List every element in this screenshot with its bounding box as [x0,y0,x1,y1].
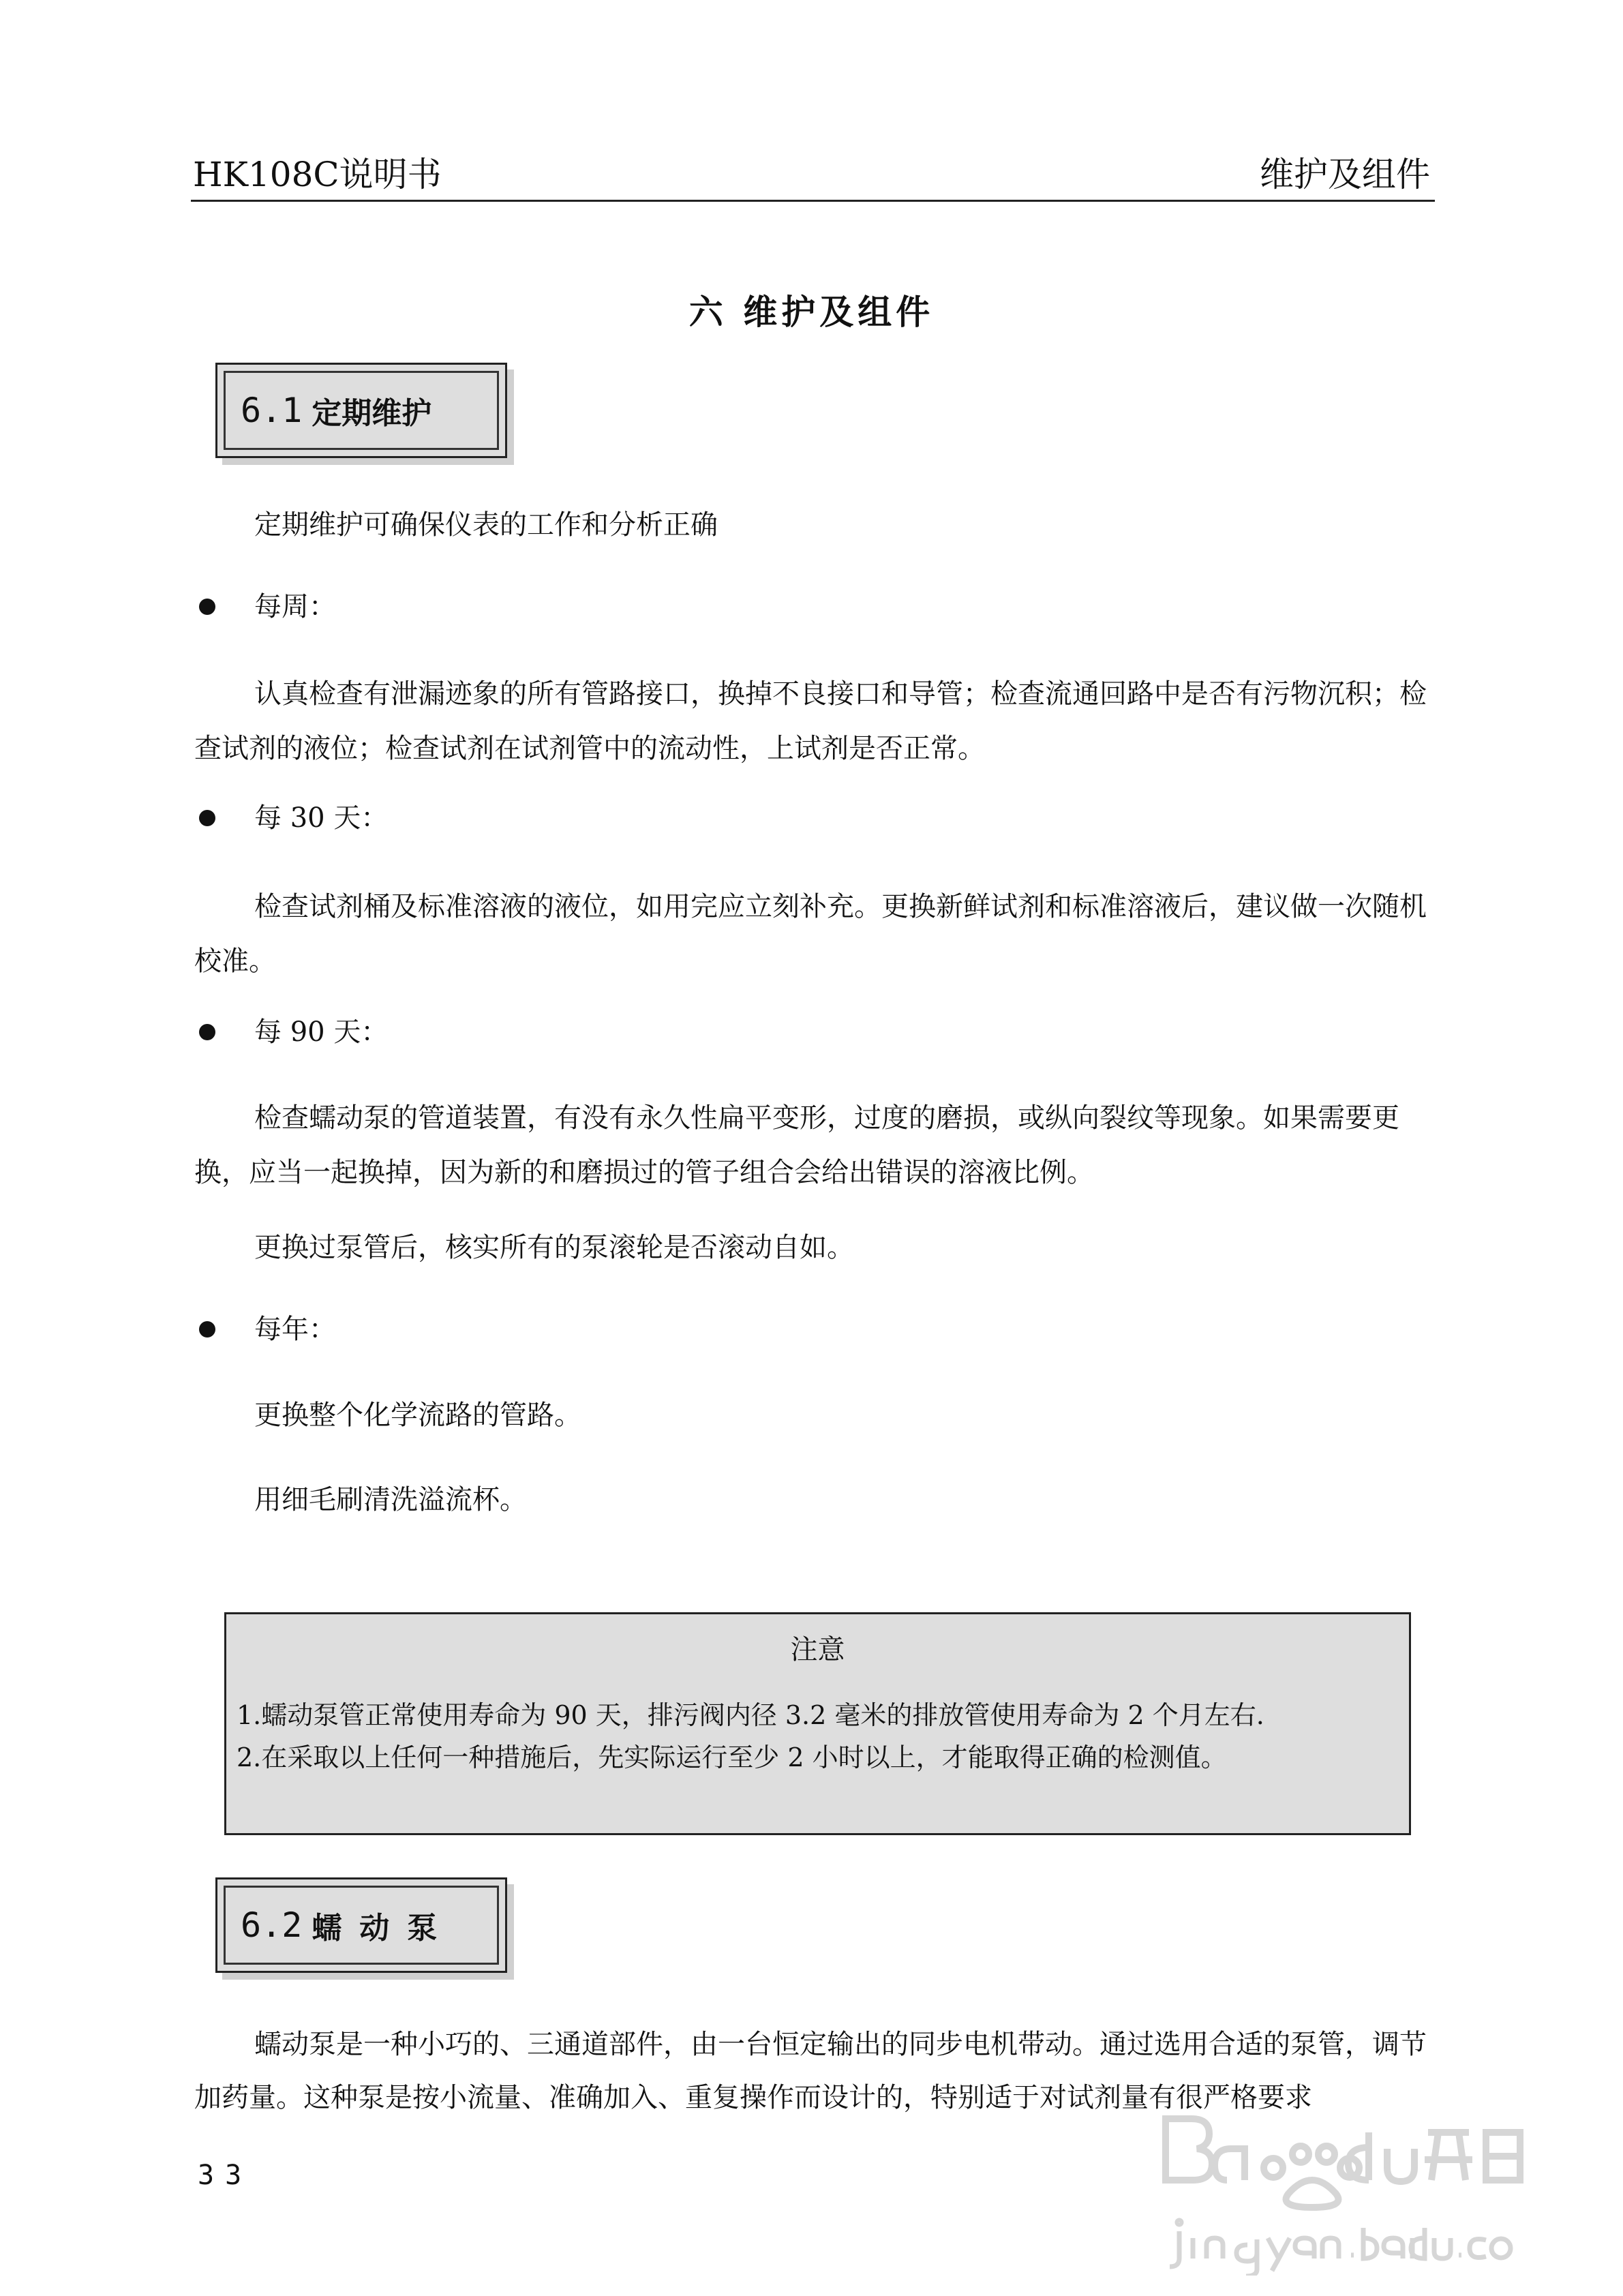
page-number: 33 [198,2160,253,2191]
chapter-title: 六 维护及组件 [688,292,935,332]
header-doc-title: HK108C说明书 [193,155,442,194]
baidu-jingyan-watermark [1152,2091,1534,2276]
section-heading-6-2 [215,1877,507,1973]
bullet-dot [199,1321,215,1338]
bullet-dot [199,1024,215,1040]
header-section-title: 维护及组件 [1260,155,1430,194]
note-line-2: 2.在采取以上任何一种措施后，先实际运行至少 2 小时以上，才能取得正确的检测值。 [237,1742,1227,1772]
section-number: 6.1 [241,391,303,430]
bullet-label-yearly: 每年： [254,1314,336,1345]
paragraph-90-days: 检查蠕动泵的管道装置，有没有永久性扁平变形，过度的磨损，或纵向裂纹等现象。如果需要更换，应当一起换掉，因为新的和磨损过的管子组合会给出错误的溶液比例。 [194,1102,1399,1188]
paragraph-30-days: 检查试剂桶及标准溶液的液位，如用完应立刻补充。更换新鲜试剂和标准溶液后，建议做一次随机校准。 [194,891,1427,977]
note-title: 注意 [790,1634,845,1665]
bullet-dot [199,810,215,826]
paragraph-yearly-1: 更换整个化学流路的管路。 [254,1400,581,1431]
paragraph-weekly: 认真检查有泄漏迹象的所有管路接口，换掉不良接口和导管；检查流通回路中是否有污物沉积；检查试剂的液位；检查试剂在试剂管中的流动性，上试剂是否正常。 [194,678,1427,764]
note-box [224,1612,1411,1835]
section-title: 定期维护 [312,396,432,431]
bullet-label-90-days: 每 90 天： [254,1016,389,1048]
section-title: 蠕动泵 [312,1911,455,1946]
paragraph-yearly-2: 用细毛刷清洗溢流杯。 [254,1484,527,1515]
section-heading-6-1 [215,363,507,458]
header-rule [191,200,1435,202]
section-intro: 定期维护可确保仪表的工作和分析正确 [254,509,718,541]
section-number: 6.2 [241,1905,303,1945]
note-line-1: 1.蠕动泵管正常使用寿命为 90 天，排污阀内径 3.2 毫米的排放管使用寿命为 2 个月左右. [237,1700,1264,1730]
paragraph-90-days-2: 更换过泵管后，核实所有的泵滚轮是否滚动自如。 [254,1232,854,1263]
paragraph-pump: 蠕动泵是一种小巧的、三通道部件，由一台恒定输出的同步电机带动。通过选用合适的泵管，调节加药量。这种泵是按小流量、准确加入、重复操作而设计的，特别适于对试剂量有很严格要求 [194,2029,1427,2113]
bullet-label-30-days: 每 30 天： [254,802,389,834]
bullet-dot [199,599,215,615]
bullet-label-weekly: 每周： [254,591,336,622]
